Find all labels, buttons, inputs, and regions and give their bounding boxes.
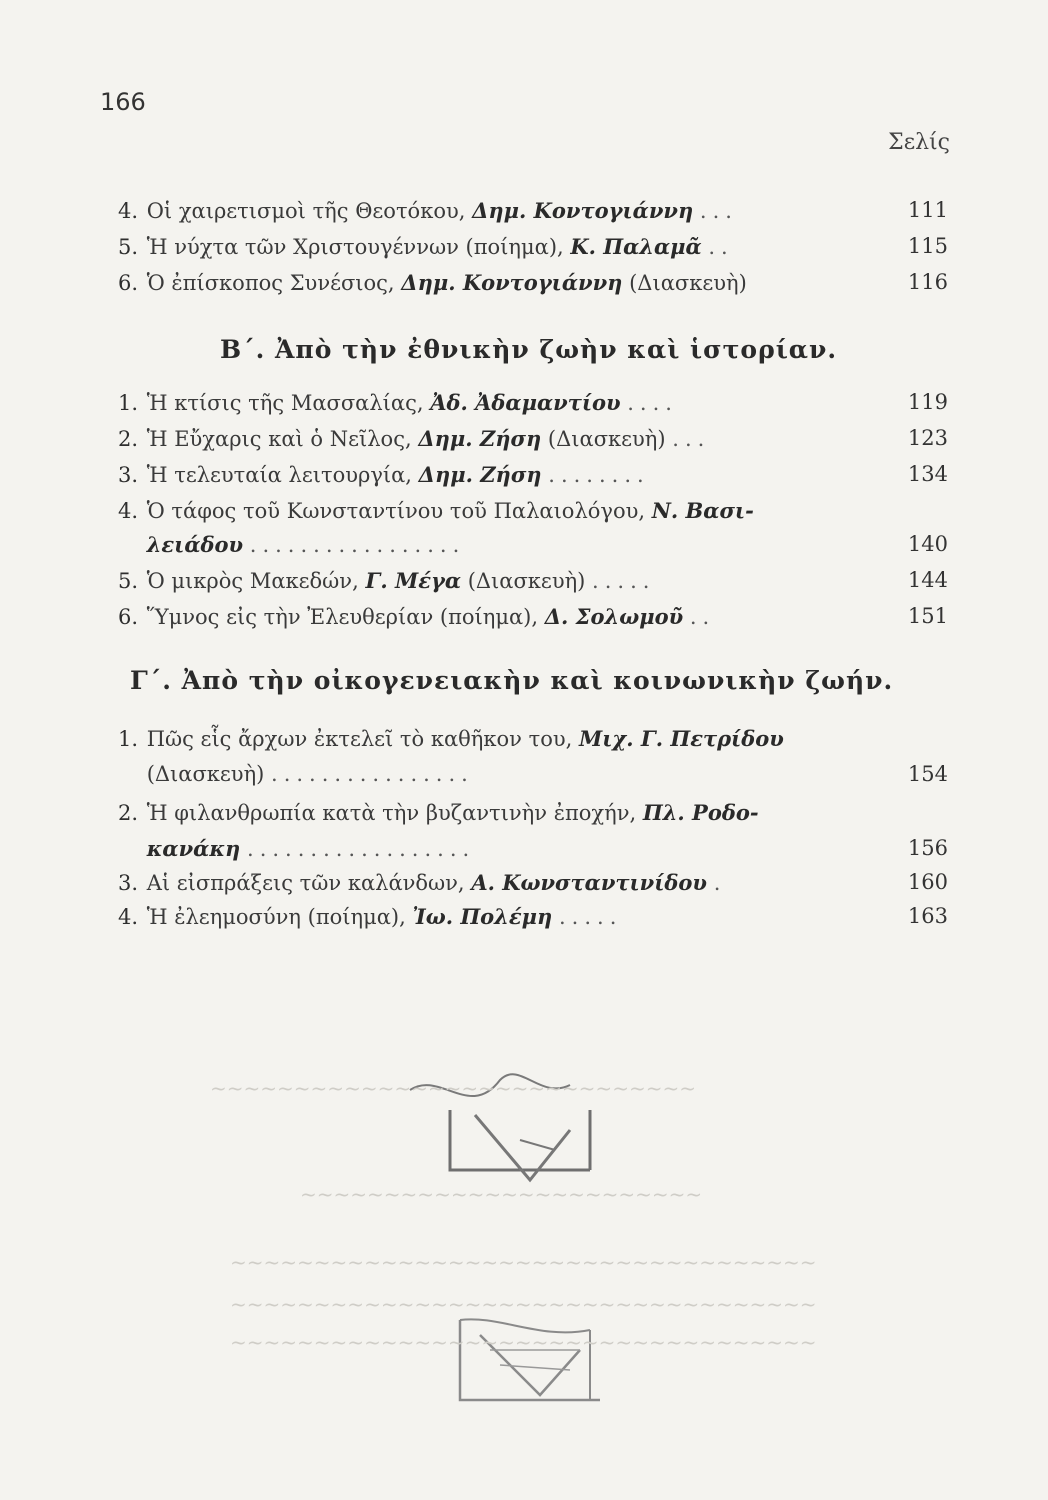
page-ref: 151	[907, 604, 948, 628]
toc-entry-continuation: λειάδου ................. 140	[146, 532, 948, 557]
toc-entry: 5. Ὁ μικρὸς Μακεδών, Γ. Μέγα (Διασκευὴ) ..... 144	[118, 568, 948, 593]
page-ref: 115	[907, 234, 948, 258]
toc-entry: 4. Ὁ τάφος τοῦ Κωνσταντίνου τοῦ Παλαιολόγου, Ν. Βασι-	[118, 498, 754, 523]
bleed-through-text: ~~~~~~~~~~~~~~~~~~~~~~~~~~~~~~~~~~~	[230, 1330, 817, 1354]
page-ref: 144	[907, 568, 948, 592]
toc-entry: 4. Οἱ χαιρετισμοὶ τῆς Θεοτόκου, Δημ. Κοντογιάννη ... 111	[118, 198, 948, 223]
page-ref: 116	[907, 270, 948, 294]
bleed-through-text: ~~~~~~~~~~~~~~~~~~~~~~~~	[300, 1182, 703, 1206]
toc-entry: 3. Αἱ εἰσπράξεις τῶν καλάνδων, Α. Κωνσταντινίδου . 160	[118, 870, 948, 895]
toc-entry-continuation: κανάκη .................. 156	[146, 836, 948, 861]
page-ref: 140	[907, 532, 948, 556]
bleed-through-text: ~~~~~~~~~~~~~~~~~~~~~~~~~~~~~	[210, 1076, 696, 1100]
pencil-doodle-sketch	[440, 1310, 640, 1420]
page-ref: 160	[907, 870, 948, 894]
toc-entry: 1. Πῶς εἷς ἄρχων ἐκτελεῖ τὸ καθῆκον του, Μιχ. Γ. Πετρίδου	[118, 726, 784, 751]
page-ref: 134	[907, 462, 948, 486]
toc-entry: 6. Ὁ ἐπίσκοπος Συνέσιος, Δημ. Κοντογιάννη (Διασκευὴ) 116	[118, 270, 948, 295]
toc-entry: 2. Ἡ Εὔχαρις καὶ ὁ Νεῖλος, Δημ. Ζήση (Διασκευὴ) ... 123	[118, 426, 948, 451]
page-ref: 123	[907, 426, 948, 450]
toc-entry: 2. Ἡ φιλανθρωπία κατὰ τὴν βυζαντινὴν ἐποχήν, Πλ. Ροδο-	[118, 800, 759, 825]
page-ref: 111	[907, 198, 948, 222]
bleed-through-text: ~~~~~~~~~~~~~~~~~~~~~~~~~~~~~~~~~~~	[230, 1292, 817, 1316]
toc-entry: 5. Ἡ νύχτα τῶν Χριστουγέννων (ποίημα), Κ. Παλαμᾶ .. 115	[118, 234, 948, 259]
toc-entry-continuation: (Διασκευὴ) ................ 154	[146, 762, 948, 786]
toc-entry: 1. Ἡ κτίσις τῆς Μασσαλίας, Ἀδ. Ἀδαμαντίου .... 119	[118, 390, 948, 415]
toc-entry: 6. Ὕμνος εἰς τὴν Ἐλευθερίαν (ποίημα), Δ. Σολωμοῦ .. 151	[118, 604, 948, 629]
page-ref: 163	[907, 904, 948, 928]
section-heading: Β΄. Ἀπὸ τὴν ἐθνικὴν ζωὴν καὶ ἱστορίαν.	[220, 335, 838, 364]
page-ref: 119	[907, 390, 948, 414]
toc-entry: 3. Ἡ τελευταία λειτουργία, Δημ. Ζήση ........ 134	[118, 462, 948, 487]
page-number: 166	[100, 88, 146, 116]
bleed-through-text: ~~~~~~~~~~~~~~~~~~~~~~~~~~~~~~~~~~~	[230, 1250, 817, 1274]
section-heading: Γ΄. Ἀπὸ τὴν οἰκογενειακὴν καὶ κοινωνικὴν ζωήν.	[130, 666, 894, 695]
toc-entry: 4. Ἡ ἐλεημοσύνη (ποίημα), Ἰω. Πολέμη ..... 163	[118, 904, 948, 929]
page-column-header: Σελίς	[888, 130, 950, 155]
page-ref: 154	[907, 762, 948, 786]
page-ref: 156	[907, 836, 948, 860]
